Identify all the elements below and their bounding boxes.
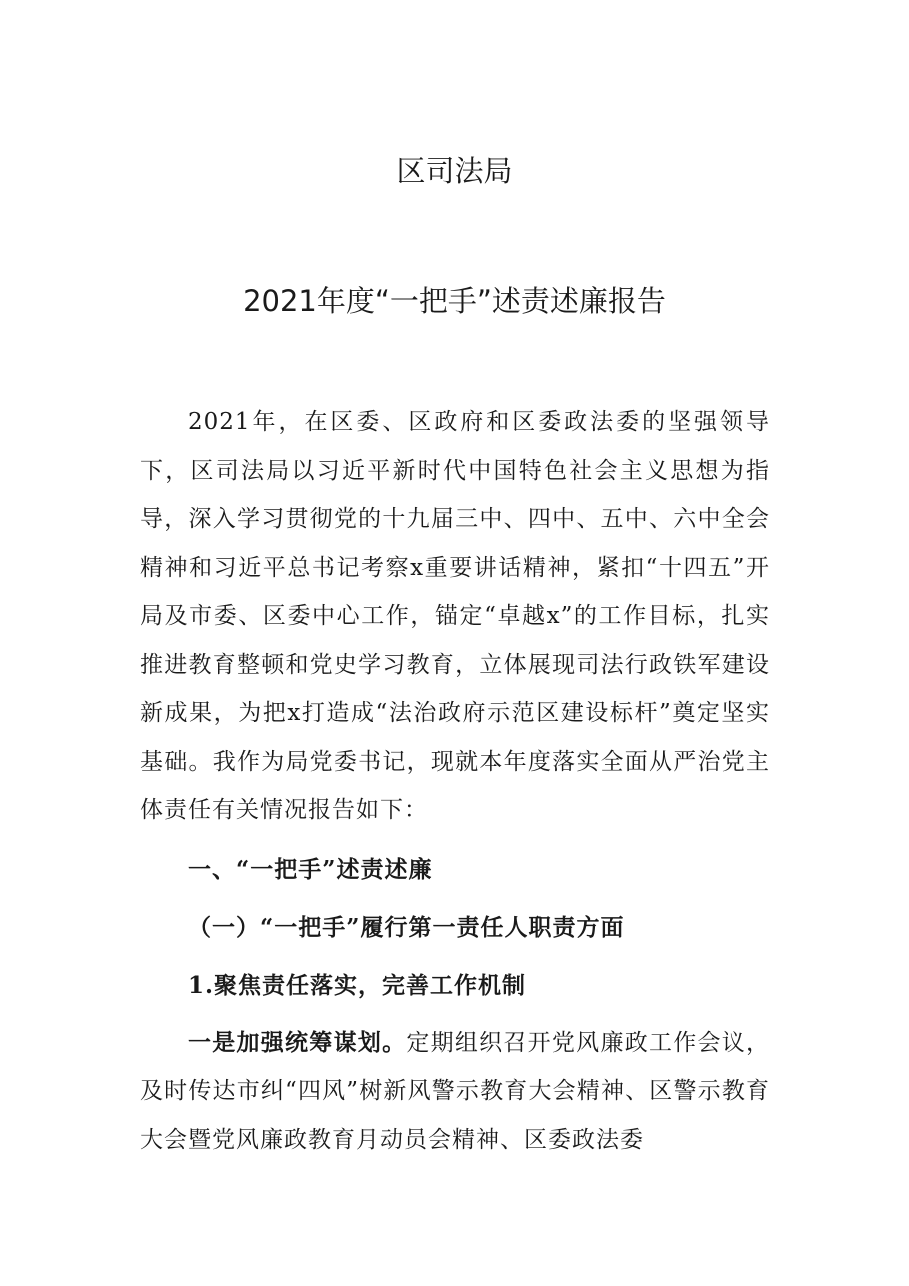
point-lead: 一是加强统筹谋划。	[188, 1028, 407, 1056]
point-paragraph-1	[140, 1019, 770, 1165]
org-title: 区司法局	[396, 154, 513, 188]
subsection-heading-1: （一）“一把手”履行第一责任人职责方面	[188, 913, 625, 941]
report-title: 2021年度“一把手”述责述廉报告	[243, 284, 666, 318]
report-body	[140, 398, 770, 1164]
item-heading-1: 1.聚焦责任落实，完善工作机制	[188, 971, 527, 999]
intro-paragraph: 2021年，在区委、区政府和区委政法委的坚强领导下，区司法局以习近平新时代中国特色社会主义思想为指导，深入学习贯彻党的十九届三中、四中、五中、六中全会精神和习近平总书记考察x重要讲话精神，紧扣“十四五”开局及市委、区委中心工作，锚定“卓越x”的工作目标，扎实推进教育整顿和党史学习教育，立体展现司法行政铁军建设新成果，为把x打造成“法治政府示范区建设标杆”奠定坚实基础。我作为局党委书记，现就本年度落实全面从严治党主体责任有关情况报告如下：	[140, 409, 770, 823]
point-text: 定期组织召开党风廉政工作会议，及时传达市纠“四风”树新风警示教育大会精神、区警示教育大会暨党风廉政教育月动员会精神、区委政法委	[140, 1029, 771, 1153]
section-heading-1: 一、“一把手”述责述廉	[188, 855, 433, 883]
